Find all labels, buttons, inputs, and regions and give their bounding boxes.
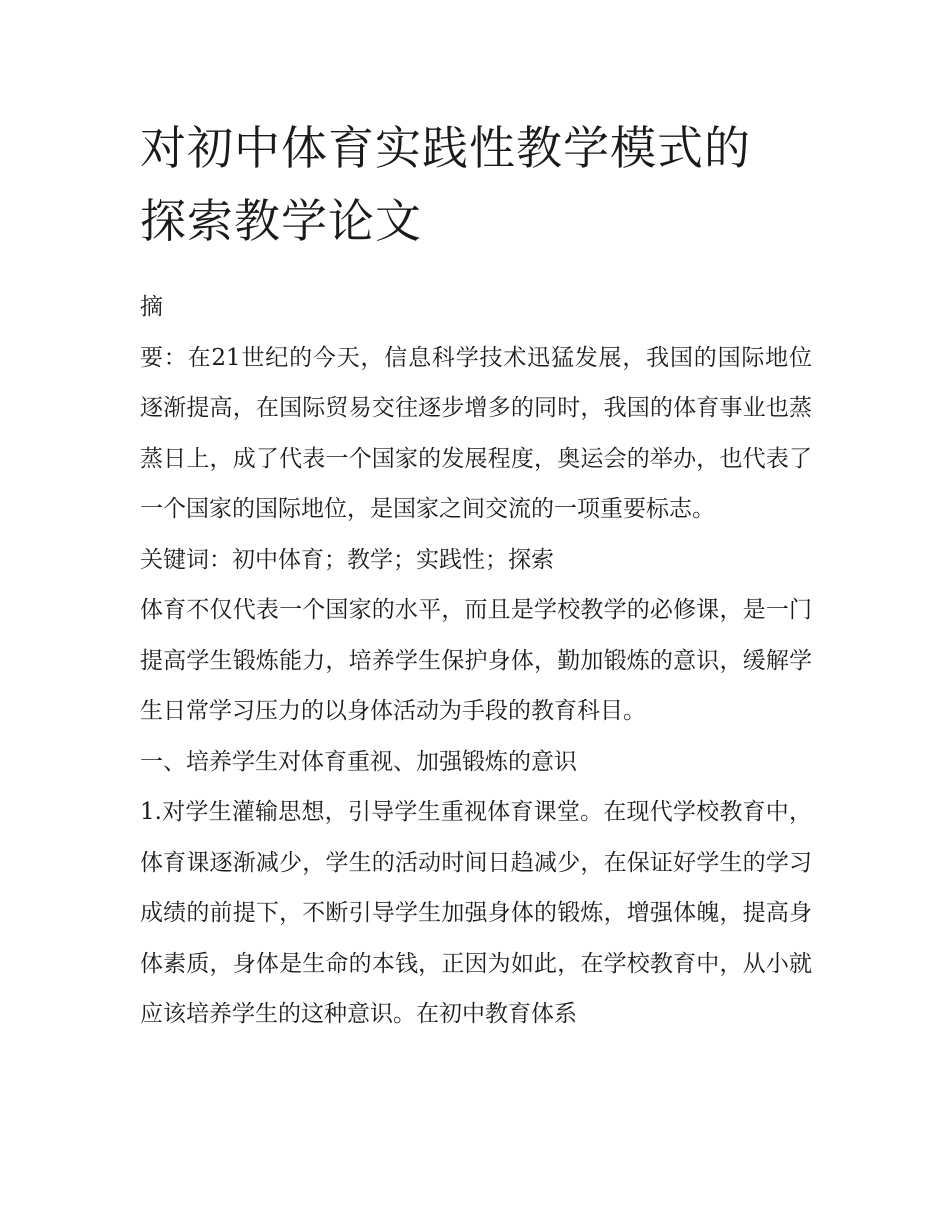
abstract-text: 要：在21世纪的今天，信息科学技术迅猛发展，我国的国际地位逐渐提高，在国际贸易交往逐步增多的同时，我国的体育事业也蒸蒸日上，成了代表一个国家的发展程度，奥运会的举办，也代表了一个国家的国际地位，是国家之间交流的一项重要标志。 (140, 344, 812, 522)
intro-paragraph: 体育不仅代表一个国家的水平，而且是学校教学的必修课，是一门提高学生锻炼能力，培养学生保护身体，勤加锻炼的意识，缓解学生日常学习压力的以身体活动为手段的教育科目。 (140, 597, 812, 724)
section-1-paragraph-1: 1.对学生灌输思想，引导学生重视体育课堂。在现代学校教育中，体育课逐渐减少，学生的活动时间日趋减少，在保证好学生的学习成绩的前提下，不断引导学生加强身体的锻炼，增强体魄，提高身体素质，身体是生命的本钱，正因为如此，在学校教育中，从小就应该培养学生的这种意识。在初中教育体系 (140, 799, 812, 1027)
title-line-2: 探索教学论文 (140, 194, 422, 248)
document-title (140, 112, 812, 258)
document-page (140, 112, 812, 1040)
section-1-heading: 一、培养学生对体育重视、加强锻炼的意识 (140, 748, 577, 775)
keywords: 关键词：初中体育；教学；实践性；探索 (140, 546, 554, 573)
abstract-label: 摘 (140, 294, 163, 320)
title-line-1: 对初中体育实践性教学模式的 (140, 121, 751, 175)
